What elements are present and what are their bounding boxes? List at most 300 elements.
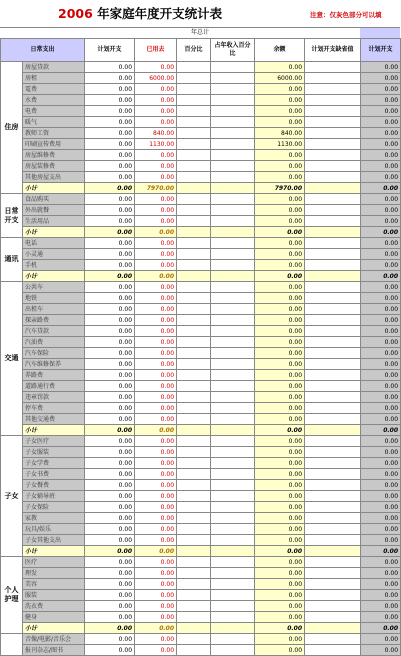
balance-cell: 0.00 [255, 535, 305, 546]
table-row [1, 238, 401, 249]
used-cell: 0.00 [135, 502, 177, 513]
used-cell: 0.00 [135, 392, 177, 403]
balance-cell: 0.00 [255, 513, 305, 524]
expense-item-input[interactable]: 房屋维修费 [23, 150, 85, 161]
default-cell [305, 480, 361, 491]
income-percent-cell [211, 348, 255, 359]
income-percent-cell [211, 601, 255, 612]
default-cell [305, 62, 361, 73]
subtotal-label: 小计 [23, 183, 85, 194]
planned-input[interactable]: 0.00 [361, 249, 401, 260]
table-row [1, 249, 401, 260]
default-cell [305, 282, 361, 293]
expense-item-input[interactable]: 医疗 [23, 557, 85, 568]
expense-item-input[interactable]: 食品购买 [23, 194, 85, 205]
used-cell: 0.00 [135, 172, 177, 183]
subtotal-percent [177, 546, 211, 557]
table-row [1, 557, 401, 568]
expense-item-input[interactable]: 音像/电影/音乐会 [23, 634, 85, 645]
balance-cell: 0.00 [255, 590, 305, 601]
planned-input[interactable]: 0.00 [361, 62, 401, 73]
used-cell: 0.00 [135, 579, 177, 590]
planned-input[interactable]: 0.00 [361, 194, 401, 205]
table-row [1, 172, 401, 183]
title-text: 年家庭年度开支统计表 [97, 6, 223, 21]
balance-cell: 0.00 [255, 634, 305, 645]
header-row [1, 39, 401, 62]
income-percent-cell [211, 645, 255, 656]
subtotal-balance: 0.00 [255, 271, 305, 282]
planned-input[interactable]: 0.00 [361, 557, 401, 568]
balance-cell: 0.00 [255, 436, 305, 447]
table-row [1, 513, 401, 524]
balance-cell: 0.00 [255, 392, 305, 403]
balance-cell: 0.00 [255, 84, 305, 95]
table-row [1, 205, 401, 216]
subtotal-used: 7970.00 [135, 183, 177, 194]
planned-input[interactable]: 0.00 [361, 381, 401, 392]
balance-cell: 0.00 [255, 326, 305, 337]
used-cell: 0.00 [135, 304, 177, 315]
income-percent-cell [211, 612, 255, 623]
planned-input[interactable]: 0.00 [361, 326, 401, 337]
planned-input[interactable]: 0.00 [361, 95, 401, 106]
subtotal-planned-2: 0.00 [361, 623, 401, 634]
planned-input[interactable]: 0.00 [361, 315, 401, 326]
subtotal-default [305, 227, 361, 238]
planned-input[interactable]: 0.00 [361, 348, 401, 359]
percent-cell [177, 249, 211, 260]
planned-input[interactable]: 0.00 [361, 436, 401, 447]
planned-cell: 0.00 [85, 172, 135, 183]
planned-cell: 0.00 [85, 612, 135, 623]
income-percent-cell [211, 337, 255, 348]
planned-cell: 0.00 [85, 106, 135, 117]
expense-item-input[interactable]: 汽车维修保养 [23, 359, 85, 370]
balance-cell: 0.00 [255, 612, 305, 623]
expense-item-input[interactable]: 子女其他支出 [23, 535, 85, 546]
income-percent-cell [211, 480, 255, 491]
balance-cell: 0.00 [255, 216, 305, 227]
expense-item-input[interactable]: 房屋贷款 [23, 62, 85, 73]
income-percent-cell [211, 84, 255, 95]
used-cell: 0.00 [135, 194, 177, 205]
default-cell [305, 304, 361, 315]
balance-cell: 0.00 [255, 62, 305, 73]
planned-cell: 0.00 [85, 359, 135, 370]
balance-cell: 0.00 [255, 260, 305, 271]
planned-cell: 0.00 [85, 645, 135, 656]
planned-input[interactable]: 0.00 [361, 524, 401, 535]
budget-body [1, 62, 401, 656]
used-cell: 0.00 [135, 491, 177, 502]
balance-cell: 0.00 [255, 249, 305, 260]
year-total-label: 年总计 [190, 29, 209, 36]
planned-input[interactable]: 0.00 [361, 150, 401, 161]
table-row [1, 491, 401, 502]
income-percent-cell [211, 106, 255, 117]
percent-cell [177, 381, 211, 392]
planned-input[interactable]: 0.00 [361, 216, 401, 227]
planned-input[interactable]: 0.00 [361, 282, 401, 293]
expense-item-input[interactable]: 养路费 [23, 370, 85, 381]
expense-item-input[interactable]: 子女医疗 [23, 436, 85, 447]
planned-cell: 0.00 [85, 392, 135, 403]
default-cell [305, 491, 361, 502]
table-row [1, 194, 401, 205]
percent-cell [177, 238, 211, 249]
percent-cell [177, 216, 211, 227]
table-row [1, 73, 401, 84]
planned-input[interactable]: 0.00 [361, 304, 401, 315]
default-cell [305, 612, 361, 623]
planned-cell: 0.00 [85, 590, 135, 601]
default-cell [305, 524, 361, 535]
default-cell [305, 634, 361, 645]
subtotal-planned: 0.00 [85, 227, 135, 238]
sheet-title [58, 4, 222, 22]
used-cell: 0.00 [135, 381, 177, 392]
expense-item-input[interactable]: 子女书费 [23, 469, 85, 480]
planned-input[interactable]: 0.00 [361, 414, 401, 425]
default-cell [305, 194, 361, 205]
expense-item-input[interactable]: 理发 [23, 568, 85, 579]
used-cell: 0.00 [135, 359, 177, 370]
planned-cell: 0.00 [85, 84, 135, 95]
planned-cell: 0.00 [85, 216, 135, 227]
subtotal-balance: 0.00 [255, 546, 305, 557]
planned-input[interactable]: 0.00 [361, 601, 401, 612]
expense-item-input[interactable]: 停车费 [23, 403, 85, 414]
percent-cell [177, 304, 211, 315]
percent-cell [177, 84, 211, 95]
expense-item-input[interactable]: 电话 [23, 238, 85, 249]
planned-cell: 0.00 [85, 403, 135, 414]
subtotal-planned-2: 0.00 [361, 546, 401, 557]
expense-item-input[interactable]: 水费 [23, 95, 85, 106]
expense-item-input[interactable]: 服装 [23, 590, 85, 601]
planned-input[interactable]: 0.00 [361, 491, 401, 502]
planned-input[interactable]: 0.00 [361, 106, 401, 117]
expense-item-input[interactable]: 房租 [23, 73, 85, 84]
used-cell: 0.00 [135, 282, 177, 293]
balance-cell: 0.00 [255, 304, 305, 315]
used-cell: 0.00 [135, 62, 177, 73]
subtotal-planned-2: 0.00 [361, 183, 401, 194]
balance-cell: 0.00 [255, 150, 305, 161]
table-row [1, 326, 401, 337]
expense-item-input[interactable]: 印刷宣传费用 [23, 139, 85, 150]
planned-input[interactable]: 0.00 [361, 84, 401, 95]
planned-cell: 0.00 [85, 128, 135, 139]
planned-input[interactable]: 0.00 [361, 260, 401, 271]
default-cell [305, 293, 361, 304]
table-row [1, 216, 401, 227]
income-percent-cell [211, 216, 255, 227]
table-row [1, 293, 401, 304]
planned-input[interactable]: 0.00 [361, 139, 401, 150]
table-row [1, 524, 401, 535]
subtotal-percent [177, 623, 211, 634]
expense-item-input[interactable]: 美容 [23, 579, 85, 590]
planned-cell: 0.00 [85, 381, 135, 392]
planned-cell: 0.00 [85, 62, 135, 73]
col-header-balance: 余额 [255, 39, 305, 62]
used-cell: 0.00 [135, 326, 177, 337]
planned-input[interactable]: 0.00 [361, 502, 401, 513]
planned-cell: 0.00 [85, 260, 135, 271]
income-percent-cell [211, 249, 255, 260]
table-row [1, 436, 401, 447]
table-row [1, 579, 401, 590]
percent-cell [177, 315, 211, 326]
income-percent-cell [211, 590, 255, 601]
expense-item-input[interactable]: 汽车贷款 [23, 326, 85, 337]
default-cell [305, 502, 361, 513]
table-row [1, 106, 401, 117]
planned-cell: 0.00 [85, 161, 135, 172]
planned-input[interactable]: 0.00 [361, 612, 401, 623]
planned-cell: 0.00 [85, 469, 135, 480]
category-cell: 交通 [1, 282, 23, 436]
percent-cell [177, 348, 211, 359]
planned-input[interactable]: 0.00 [361, 447, 401, 458]
income-percent-cell [211, 282, 255, 293]
expense-item-input[interactable]: 手机 [23, 260, 85, 271]
balance-cell: 0.00 [255, 524, 305, 535]
default-cell [305, 469, 361, 480]
table-row [1, 414, 401, 425]
planned-input[interactable]: 0.00 [361, 458, 401, 469]
expense-item-input[interactable]: 地铁 [23, 293, 85, 304]
balance-cell: 0.00 [255, 414, 305, 425]
income-percent-cell [211, 205, 255, 216]
default-cell [305, 117, 361, 128]
expense-item-input[interactable]: 违章罚款 [23, 392, 85, 403]
expense-item-input[interactable]: 房屋装修费 [23, 161, 85, 172]
default-cell [305, 568, 361, 579]
used-cell: 0.00 [135, 260, 177, 271]
col-header-percent: 百分比 [177, 39, 211, 62]
table-row [1, 161, 401, 172]
balance-cell: 6000.00 [255, 73, 305, 84]
planned-cell: 0.00 [85, 535, 135, 546]
subtotal-label: 小计 [23, 623, 85, 634]
category-cell: 子女 [1, 436, 23, 557]
expense-item-input[interactable]: 教师工资 [23, 128, 85, 139]
default-cell [305, 414, 361, 425]
income-percent-cell [211, 568, 255, 579]
planned-input[interactable]: 0.00 [361, 513, 401, 524]
expense-item-input[interactable]: 小灵通 [23, 249, 85, 260]
subtotal-used: 0.00 [135, 425, 177, 436]
title-row [0, 0, 400, 26]
planned-input[interactable]: 0.00 [361, 73, 401, 84]
expense-item-input[interactable]: 道路通行费 [23, 381, 85, 392]
planned-input[interactable]: 0.00 [361, 359, 401, 370]
default-cell [305, 337, 361, 348]
default-cell [305, 436, 361, 447]
percent-cell [177, 117, 211, 128]
expense-item-input[interactable]: 探亲路费 [23, 315, 85, 326]
planned-cell: 0.00 [85, 436, 135, 447]
planned-input[interactable]: 0.00 [361, 469, 401, 480]
planned-input[interactable]: 0.00 [361, 403, 401, 414]
income-percent-cell [211, 524, 255, 535]
planned-input[interactable]: 0.00 [361, 535, 401, 546]
planned-cell: 0.00 [85, 194, 135, 205]
default-cell [305, 106, 361, 117]
used-cell: 0.00 [135, 414, 177, 425]
expense-item-input[interactable]: 洗衣费 [23, 601, 85, 612]
table-row [1, 62, 401, 73]
percent-cell [177, 282, 211, 293]
default-cell [305, 370, 361, 381]
percent-cell [177, 568, 211, 579]
expense-item-input[interactable]: 玩具/娱乐 [23, 524, 85, 535]
balance-cell: 0.00 [255, 359, 305, 370]
expense-item-input[interactable]: 报刊杂志/图书 [23, 645, 85, 656]
percent-cell [177, 172, 211, 183]
table-row [1, 502, 401, 513]
planned-cell: 0.00 [85, 326, 135, 337]
used-cell: 0.00 [135, 590, 177, 601]
expense-item-input[interactable]: 出租车 [23, 304, 85, 315]
percent-cell [177, 601, 211, 612]
planned-input[interactable]: 0.00 [361, 238, 401, 249]
used-cell: 1130.00 [135, 139, 177, 150]
percent-cell [177, 293, 211, 304]
percent-cell [177, 73, 211, 84]
table-row [1, 612, 401, 623]
used-cell: 0.00 [135, 150, 177, 161]
table-row [1, 458, 401, 469]
income-percent-cell [211, 139, 255, 150]
table-row [1, 601, 401, 612]
expense-item-input[interactable]: 健身 [23, 612, 85, 623]
planned-cell: 0.00 [85, 139, 135, 150]
expense-item-input[interactable]: 子女餐费 [23, 480, 85, 491]
subtotal-row [1, 546, 401, 557]
planned-input[interactable]: 0.00 [361, 480, 401, 491]
percent-cell [177, 579, 211, 590]
planned-input[interactable]: 0.00 [361, 579, 401, 590]
percent-cell [177, 447, 211, 458]
planned-cell: 0.00 [85, 491, 135, 502]
default-cell [305, 381, 361, 392]
planned-input[interactable]: 0.00 [361, 293, 401, 304]
table-row [1, 150, 401, 161]
income-percent-cell [211, 150, 255, 161]
expense-item-input[interactable]: 公共车 [23, 282, 85, 293]
balance-cell: 0.00 [255, 348, 305, 359]
income-percent-cell [211, 315, 255, 326]
planned-input[interactable]: 0.00 [361, 370, 401, 381]
percent-cell [177, 194, 211, 205]
planned-input[interactable]: 0.00 [361, 161, 401, 172]
planned-input[interactable]: 0.00 [361, 172, 401, 183]
subtotal-label: 小计 [23, 425, 85, 436]
expense-item-input[interactable]: 汽车保险 [23, 348, 85, 359]
subtotal-percent [177, 227, 211, 238]
table-row [1, 282, 401, 293]
year-total-accent [360, 28, 400, 38]
income-percent-cell [211, 535, 255, 546]
balance-cell: 0.00 [255, 601, 305, 612]
used-cell: 0.00 [135, 348, 177, 359]
income-percent-cell [211, 403, 255, 414]
planned-input[interactable]: 0.00 [361, 392, 401, 403]
planned-cell: 0.00 [85, 282, 135, 293]
balance-cell: 0.00 [255, 293, 305, 304]
balance-cell: 0.00 [255, 568, 305, 579]
planned-cell: 0.00 [85, 304, 135, 315]
used-cell: 0.00 [135, 557, 177, 568]
planned-input[interactable]: 0.00 [361, 337, 401, 348]
default-cell [305, 249, 361, 260]
income-percent-cell [211, 557, 255, 568]
used-cell: 0.00 [135, 370, 177, 381]
expense-item-input[interactable]: 子女辅导班 [23, 491, 85, 502]
planned-input[interactable]: 0.00 [361, 634, 401, 645]
expense-item-input[interactable]: 子女学费 [23, 458, 85, 469]
expense-item-input[interactable]: 汽油费 [23, 337, 85, 348]
income-percent-cell [211, 579, 255, 590]
expense-item-input[interactable]: 子女服装 [23, 447, 85, 458]
expense-item-input[interactable]: 其他房屋支出 [23, 172, 85, 183]
used-cell: 0.00 [135, 447, 177, 458]
planned-input[interactable]: 0.00 [361, 205, 401, 216]
subtotal-label: 小计 [23, 546, 85, 557]
expense-item-input[interactable]: 家教 [23, 513, 85, 524]
budget-table [0, 38, 401, 656]
table-row [1, 634, 401, 645]
subtotal-planned: 0.00 [85, 623, 135, 634]
used-cell: 0.00 [135, 513, 177, 524]
percent-cell [177, 326, 211, 337]
used-cell: 0.00 [135, 249, 177, 260]
planned-input[interactable]: 0.00 [361, 128, 401, 139]
planned-input[interactable]: 0.00 [361, 590, 401, 601]
expense-item-input[interactable]: 生活用品 [23, 216, 85, 227]
subtotal-income-percent [211, 183, 255, 194]
subtotal-row [1, 425, 401, 436]
default-cell [305, 260, 361, 271]
expense-item-input[interactable]: 其他交通费 [23, 414, 85, 425]
income-percent-cell [211, 194, 255, 205]
table-row [1, 337, 401, 348]
expense-item-input[interactable]: 电费 [23, 106, 85, 117]
planned-cell: 0.00 [85, 73, 135, 84]
expense-item-input[interactable]: 暖气 [23, 117, 85, 128]
default-cell [305, 73, 361, 84]
default-cell [305, 205, 361, 216]
planned-input[interactable]: 0.00 [361, 117, 401, 128]
table-row [1, 359, 401, 370]
expense-item-input[interactable]: 電费 [23, 84, 85, 95]
planned-cell: 0.00 [85, 524, 135, 535]
default-cell [305, 216, 361, 227]
subtotal-label: 小计 [23, 271, 85, 282]
expense-item-input[interactable]: 子女保险 [23, 502, 85, 513]
planned-input[interactable]: 0.00 [361, 568, 401, 579]
planned-input[interactable]: 0.00 [361, 645, 401, 656]
table-row [1, 370, 401, 381]
percent-cell [177, 260, 211, 271]
expense-item-input[interactable]: 外出就餐 [23, 205, 85, 216]
planned-cell: 0.00 [85, 414, 135, 425]
subtotal-balance: 0.00 [255, 623, 305, 634]
